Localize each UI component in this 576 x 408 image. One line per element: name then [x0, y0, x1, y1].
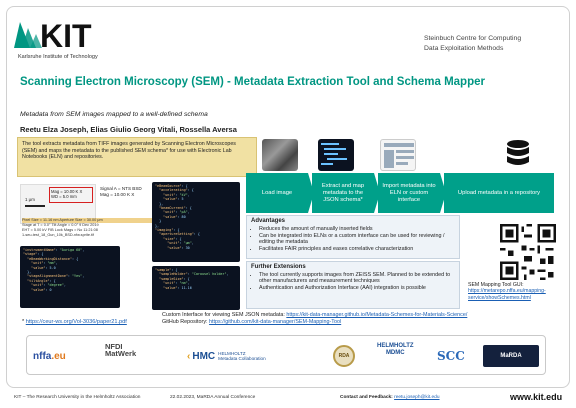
extension-item: • Authentication and Authorization Interface (AAI) integration is possible — [259, 285, 455, 292]
institute-line2: Data Exploitation Methods — [424, 45, 504, 52]
hmc-chevron-icon: ‹ — [187, 350, 191, 362]
flow-step-extract: Extract and map metadata to the JSON schema* — [312, 173, 374, 213]
nffa-text: nffa — [33, 350, 52, 362]
marda-logo: MaRDA — [483, 345, 539, 367]
helmholtz-line2: MDMC — [385, 349, 405, 356]
advantages-heading: Advantages — [251, 218, 286, 224]
footer-contact — [340, 395, 440, 400]
flow-step-upload: Upload metadata in a repository — [444, 173, 554, 213]
code-icon — [318, 139, 354, 171]
qr-code-icon[interactable] — [500, 224, 556, 280]
helmholtz-mdmc-logo — [377, 343, 414, 369]
footer-center: 22.02.2023, MaRDA Annual Conference — [170, 395, 256, 400]
resource-links — [162, 312, 467, 326]
contact-email[interactable]: reetu.joseph@kit.edu — [394, 395, 440, 400]
sponsor-logos — [26, 335, 546, 375]
institute-block — [424, 34, 521, 54]
json-screenshot-1: "eBeamSource": { "accelerating": { "unit": "kV", "value": 5 }, "beamCurrent": { "unit": "pA", "value": 80 } }, "imaging": { "apertureSetting": { "size": { "unit": "μm", "value": 30 — [152, 182, 240, 262]
extensions-heading: Further Extensions — [251, 264, 306, 270]
nffa-logo — [33, 343, 66, 369]
sem-meta-line1: Pixel Size = 11.16 nm Aperture Size = 30.00 μm — [22, 218, 152, 223]
github-link-label: GitHub Repository: — [162, 319, 210, 325]
intro-box: The tool extracts metadata from TIFF images generated by Scanning Electron Microscopes (SEM) and maps the metadata to the published SEM schema* for use with Electronic Lab Notebooks (ELN) and repositories. — [17, 137, 257, 177]
extensions-panel — [246, 261, 460, 309]
sem-signal-block — [100, 186, 142, 198]
footnote-link[interactable]: https://ceur-ws.org/Vol-3036/paper21.pdf — [25, 319, 127, 325]
advantages-panel — [246, 215, 460, 259]
scc-logo: SCC — [437, 349, 465, 363]
advantage-item: • Can be integrated into ELNs or a custom interface can be used for reviewing / editing the metadata — [259, 233, 455, 246]
footer — [14, 392, 566, 404]
sem-meta-line3: EHT = 5.00 kV FIB Lock Mags = No 11:21:08 — [22, 228, 98, 232]
nfdi-line2: MatWerk — [105, 349, 137, 358]
sem-scale: 1 μm — [25, 197, 35, 202]
sem-metadata-text — [22, 218, 152, 242]
hmc-text: HMC — [192, 350, 216, 362]
sem-mag: Mag = 10.00 K X — [51, 189, 83, 194]
flow-step-import: Import metadata into ELN or custom interface — [378, 173, 440, 213]
rda-logo: RDA — [333, 345, 355, 367]
authors: Reetu Elza Joseph, Elias Giulio Georg Vitali, Rossella Aversa — [20, 125, 237, 134]
logo-subtitle: Karlsruhe Institute of Technology — [18, 54, 98, 60]
kit-logo — [12, 14, 102, 64]
footer-left: KIT – The Research University in the Helmholtz Association — [14, 395, 141, 400]
sem-wd: WD = 5.0 mm — [51, 194, 77, 199]
sem-image-icon — [262, 139, 298, 171]
database-icon — [504, 139, 532, 171]
helmholtz-line1: HELMHOLTZ — [377, 343, 414, 349]
qr-link[interactable]: https://metarepo.nffa.eu/mapping-service/showSchemes.html — [468, 288, 546, 301]
github-link[interactable]: https://github.com/kit-data-manager/SEM-Mapping-Tool — [209, 319, 342, 325]
advantage-item: • Facilitates FAIR principles and eases correlative characterization — [259, 246, 455, 253]
sem-signal: Signal A = NTS BSD — [100, 186, 142, 191]
flow-step-load: Load image — [246, 173, 308, 213]
advantage-item: • Reduces the amount of manually inserted fields — [259, 226, 455, 233]
nfdi-line1: NFDI — [105, 342, 123, 351]
logo-text: KIT — [40, 18, 92, 50]
hmc-sub1: HELMHOLTZ — [218, 351, 246, 356]
hmc-sub2: Metadata Collaboration — [218, 356, 266, 361]
contact-label: Contact and Feedback: — [340, 395, 395, 400]
footnote — [22, 319, 127, 325]
eln-interface-icon — [380, 139, 416, 171]
qr-caption: SEM Mapping Tool GUI: — [468, 282, 524, 288]
scale-bar — [25, 205, 45, 207]
sem-meta-line2: Stage at T = 0.0° Tilt Angle = 0.0° 9 Dec 2019 — [22, 223, 99, 227]
interface-link-label: Custom Interface for viewing SEM JSON metadata: — [162, 312, 287, 318]
footer-website[interactable]: www.kit.edu — [510, 392, 563, 402]
nfdi-matwerk-logo — [105, 343, 136, 369]
sem-meta-line4: 1-seu-test_18_Gun_10k_BSD-nfw.sprite.tif — [22, 233, 94, 237]
extension-item: • The tool currently supports images from ZEISS SEM. Planned to be extended to other manufacturers and measurement techniques — [259, 272, 455, 285]
json-screenshot-3: "sample": { "sampleHolder": "Carousel holder", "sampleSize": { "unit": "nm", "value": 11.16 — [152, 266, 240, 310]
hmc-logo — [187, 343, 266, 369]
footnote-prefix: * — [22, 319, 26, 325]
poster-title: Scanning Electron Microscopy (SEM) - Metadata Extraction Tool and Schema Mapper — [20, 76, 485, 88]
institute-line1: Steinbuch Centre for Computing — [424, 35, 522, 42]
sem-highlight-box — [49, 187, 93, 203]
json-screenshot-2: "instrumentName": "Auriga 60", "stage": { "eBeamWorkingDistance": { "unit": "mm", "value": 5.0 }, "stageAlignmentDone": "Yes", "tiltAngle": { "unit": "degree", "value": 0 — [20, 246, 120, 308]
interface-link[interactable]: https://kit-data-manager.github.io/Metadata-Schemes-for-Materials-Science/ — [286, 312, 468, 318]
poster-subtitle: Metadata from SEM images mapped to a well-defined schema — [20, 111, 208, 118]
qr-caption-block — [468, 282, 572, 301]
nffa-suffix: .eu — [51, 350, 66, 362]
kit-logo-icon — [12, 14, 102, 50]
sem-mag2: Mag = 10.00 K X — [100, 192, 135, 197]
